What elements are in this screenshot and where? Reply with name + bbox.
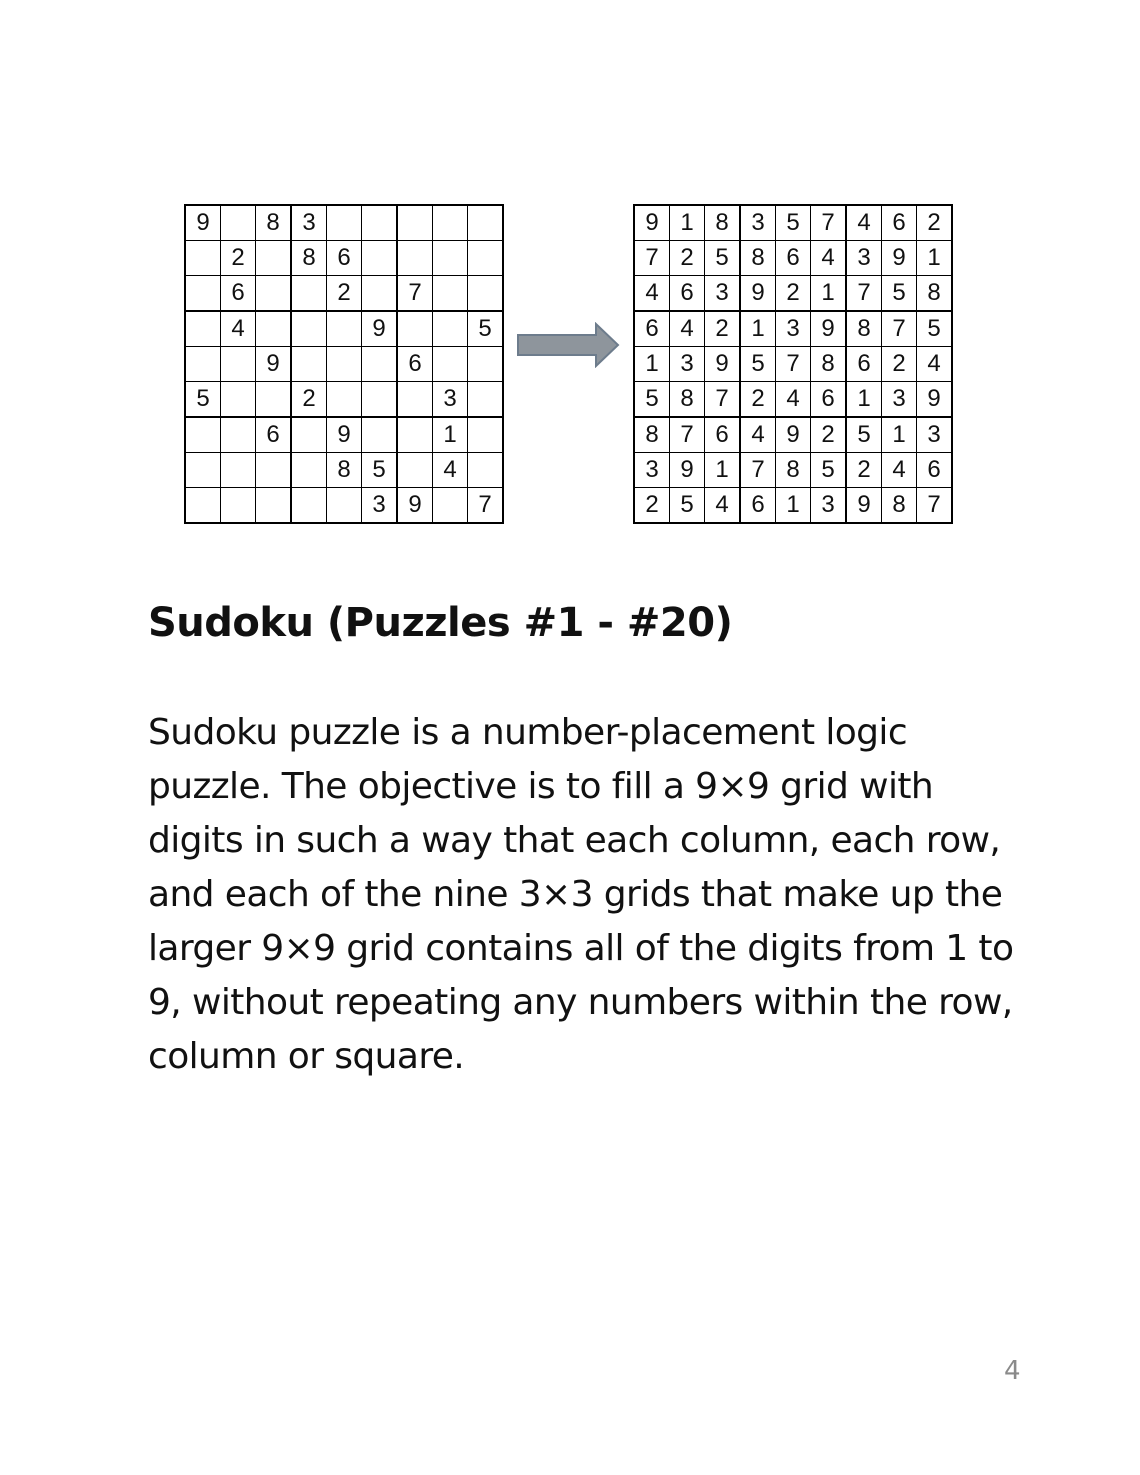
solution-cell: 2 [740,382,776,418]
solution-cell: 4 [634,276,670,312]
puzzle-cell [291,453,327,488]
solution-cell: 8 [634,417,670,453]
puzzle-cell [221,382,256,418]
puzzle-cell: 4 [221,311,256,347]
solution-cell: 1 [670,205,705,241]
puzzle-cell-row [185,382,503,418]
puzzle-cell: 3 [433,382,468,418]
solution-cell: 2 [705,311,741,347]
solution-cell: 3 [917,417,953,453]
puzzle-cell-row [185,276,503,312]
puzzle-cell [256,276,292,312]
puzzle-cell [291,488,327,524]
solution-cell: 6 [846,347,882,382]
solution-cell: 8 [705,205,741,241]
puzzle-cell: 8 [256,205,292,241]
solution-cell: 9 [882,241,917,276]
puzzle-cell [468,382,504,418]
solution-cell: 8 [740,241,776,276]
solution-cell: 7 [917,488,953,524]
solution-cell: 7 [811,205,847,241]
solution-cell: 5 [740,347,776,382]
solution-cell: 1 [634,347,670,382]
solution-cell: 5 [917,311,953,347]
puzzle-cell-row [185,241,503,276]
solution-cell-row [634,488,952,524]
page-title: Sudoku (Puzzles #1 - #20) [148,600,733,646]
puzzle-cell [397,205,433,241]
solution-cell: 2 [670,241,705,276]
puzzle-cell [291,347,327,382]
puzzle-cell [433,311,468,347]
puzzle-cell [397,241,433,276]
puzzle-cell: 7 [397,276,433,312]
puzzle-cell [397,311,433,347]
solution-cell: 4 [776,382,811,418]
puzzle-cell: 6 [256,417,292,453]
puzzle-cell [221,453,256,488]
puzzle-cell [327,311,362,347]
puzzle-cell [185,311,221,347]
solution-cell: 5 [882,276,917,312]
puzzle-cell [221,488,256,524]
solution-cell-row [634,347,952,382]
puzzle-cell [327,205,362,241]
puzzle-cell [362,417,398,453]
puzzle-cell [291,417,327,453]
puzzle-cell [362,382,398,418]
solution-cell: 8 [776,453,811,488]
puzzle-cell [433,241,468,276]
puzzle-cell: 5 [468,311,504,347]
solution-cell-row [634,311,952,347]
puzzle-cell-row [185,453,503,488]
solution-cell: 9 [846,488,882,524]
puzzle-cell [256,311,292,347]
solution-cell: 3 [634,453,670,488]
solution-cell: 3 [846,241,882,276]
solution-cell: 8 [811,347,847,382]
solution-cell-row [634,453,952,488]
puzzle-cell [362,205,398,241]
page-number: 4 [1004,1356,1021,1386]
solution-cell: 7 [705,382,741,418]
solution-cell: 4 [917,347,953,382]
solution-cell: 7 [846,276,882,312]
puzzle-cell [362,347,398,382]
puzzle-cell: 1 [433,417,468,453]
solution-cell-row [634,205,952,241]
solution-cell: 2 [811,417,847,453]
solution-cell: 9 [740,276,776,312]
puzzle-cell [185,417,221,453]
solution-cell: 2 [917,205,953,241]
solution-grid [633,204,953,524]
solution-cell: 2 [882,347,917,382]
puzzle-cell: 2 [221,241,256,276]
puzzle-cell [256,453,292,488]
puzzle-cell: 5 [362,453,398,488]
solution-cell: 6 [670,276,705,312]
puzzle-grid [184,204,504,524]
puzzle-cell [221,205,256,241]
puzzle-cell [291,276,327,312]
puzzle-cell [327,488,362,524]
solution-cell: 9 [670,453,705,488]
puzzle-cell [362,276,398,312]
solution-cell: 8 [917,276,953,312]
solution-cell: 1 [811,276,847,312]
puzzle-cell: 9 [362,311,398,347]
puzzle-cell [362,241,398,276]
solution-cell: 6 [882,205,917,241]
solution-cell: 5 [811,453,847,488]
solution-cell: 3 [670,347,705,382]
solution-cell: 9 [917,382,953,418]
solution-cell: 5 [670,488,705,524]
solution-cell: 4 [740,417,776,453]
solution-cell: 1 [917,241,953,276]
puzzle-cell [185,488,221,524]
puzzle-cell [468,241,504,276]
puzzle-cell: 9 [327,417,362,453]
puzzle-cell [397,382,433,418]
puzzle-cell-row [185,488,503,524]
solution-cell: 4 [705,488,741,524]
puzzle-cell [185,347,221,382]
solution-cell: 1 [882,417,917,453]
solution-cell: 7 [740,453,776,488]
puzzle-cell [433,488,468,524]
solution-cell: 8 [882,488,917,524]
puzzle-cell: 8 [327,453,362,488]
solution-cell: 4 [670,311,705,347]
puzzle-cell [397,417,433,453]
solution-cell: 6 [776,241,811,276]
solution-cell: 7 [634,241,670,276]
solution-cell: 3 [882,382,917,418]
puzzle-cell: 6 [327,241,362,276]
solution-cell: 9 [705,347,741,382]
solution-cell: 8 [846,311,882,347]
solution-cell: 6 [811,382,847,418]
solution-cell: 3 [740,205,776,241]
puzzle-cell-row [185,347,503,382]
description-paragraph: Sudoku puzzle is a number-placement logic puzzle. The objective is to fill a 9×9 grid with digits in such a way that each column, each row, and each of the nine 3×3 grids that make up the larger 9×9 grid contains all of the digits from 1 to 9, without repeating any numbers within the row, column or square. [148,712,1014,1077]
puzzle-cell [327,347,362,382]
puzzle-cell: 9 [256,347,292,382]
puzzle-cell [185,241,221,276]
solution-cell: 6 [634,311,670,347]
solution-cell: 1 [705,453,741,488]
solution-cell: 4 [846,205,882,241]
solution-cell: 5 [846,417,882,453]
solution-cell-row [634,241,952,276]
solution-cell: 7 [670,417,705,453]
puzzle-cell [433,347,468,382]
puzzle-cell [327,382,362,418]
solution-cell: 7 [882,311,917,347]
puzzle-cell [468,205,504,241]
solution-cell: 6 [705,417,741,453]
arrow-shape [518,324,618,366]
puzzle-cell [256,382,292,418]
solution-cell: 3 [811,488,847,524]
puzzle-cell: 6 [397,347,433,382]
solution-cell: 3 [776,311,811,347]
puzzle-cell [468,453,504,488]
puzzle-cell-row [185,205,503,241]
puzzle-cell: 6 [221,276,256,312]
puzzle-cell [291,311,327,347]
puzzle-cell: 2 [291,382,327,418]
puzzle-cell: 9 [185,205,221,241]
puzzle-cell-row [185,417,503,453]
puzzle-cell [185,276,221,312]
solution-cell: 2 [776,276,811,312]
puzzle-cell: 2 [327,276,362,312]
solution-cell: 6 [917,453,953,488]
solution-cell: 2 [634,488,670,524]
puzzle-cell [468,347,504,382]
puzzle-cell [221,347,256,382]
solution-cell: 1 [740,311,776,347]
solution-cell: 9 [634,205,670,241]
puzzle-cell: 7 [468,488,504,524]
solution-cell: 5 [776,205,811,241]
solution-cell: 5 [705,241,741,276]
solution-cell: 5 [634,382,670,418]
puzzle-cell: 3 [291,205,327,241]
puzzle-cell [468,417,504,453]
puzzle-cell [468,276,504,312]
puzzle-cell: 4 [433,453,468,488]
solution-cell-row [634,417,952,453]
puzzle-cell [433,205,468,241]
solution-cell: 9 [776,417,811,453]
solution-cell: 8 [670,382,705,418]
puzzle-cell: 3 [362,488,398,524]
puzzle-cell: 9 [397,488,433,524]
puzzle-cell: 8 [291,241,327,276]
solution-cell-row [634,276,952,312]
puzzle-cell-row [185,311,503,347]
solution-cell: 2 [846,453,882,488]
puzzle-cell [221,417,256,453]
puzzle-cell [397,453,433,488]
solution-cell: 4 [882,453,917,488]
solution-cell: 7 [776,347,811,382]
solution-cell-row [634,382,952,418]
puzzle-cell [256,488,292,524]
solution-cell: 1 [776,488,811,524]
solution-cell: 1 [846,382,882,418]
puzzle-cell [185,453,221,488]
puzzle-cell [433,276,468,312]
solution-cell: 4 [811,241,847,276]
puzzle-cell: 5 [185,382,221,418]
puzzle-cell [256,241,292,276]
solution-cell: 3 [705,276,741,312]
solution-cell: 6 [740,488,776,524]
solution-cell: 9 [811,311,847,347]
arrow-right-icon [516,322,620,368]
